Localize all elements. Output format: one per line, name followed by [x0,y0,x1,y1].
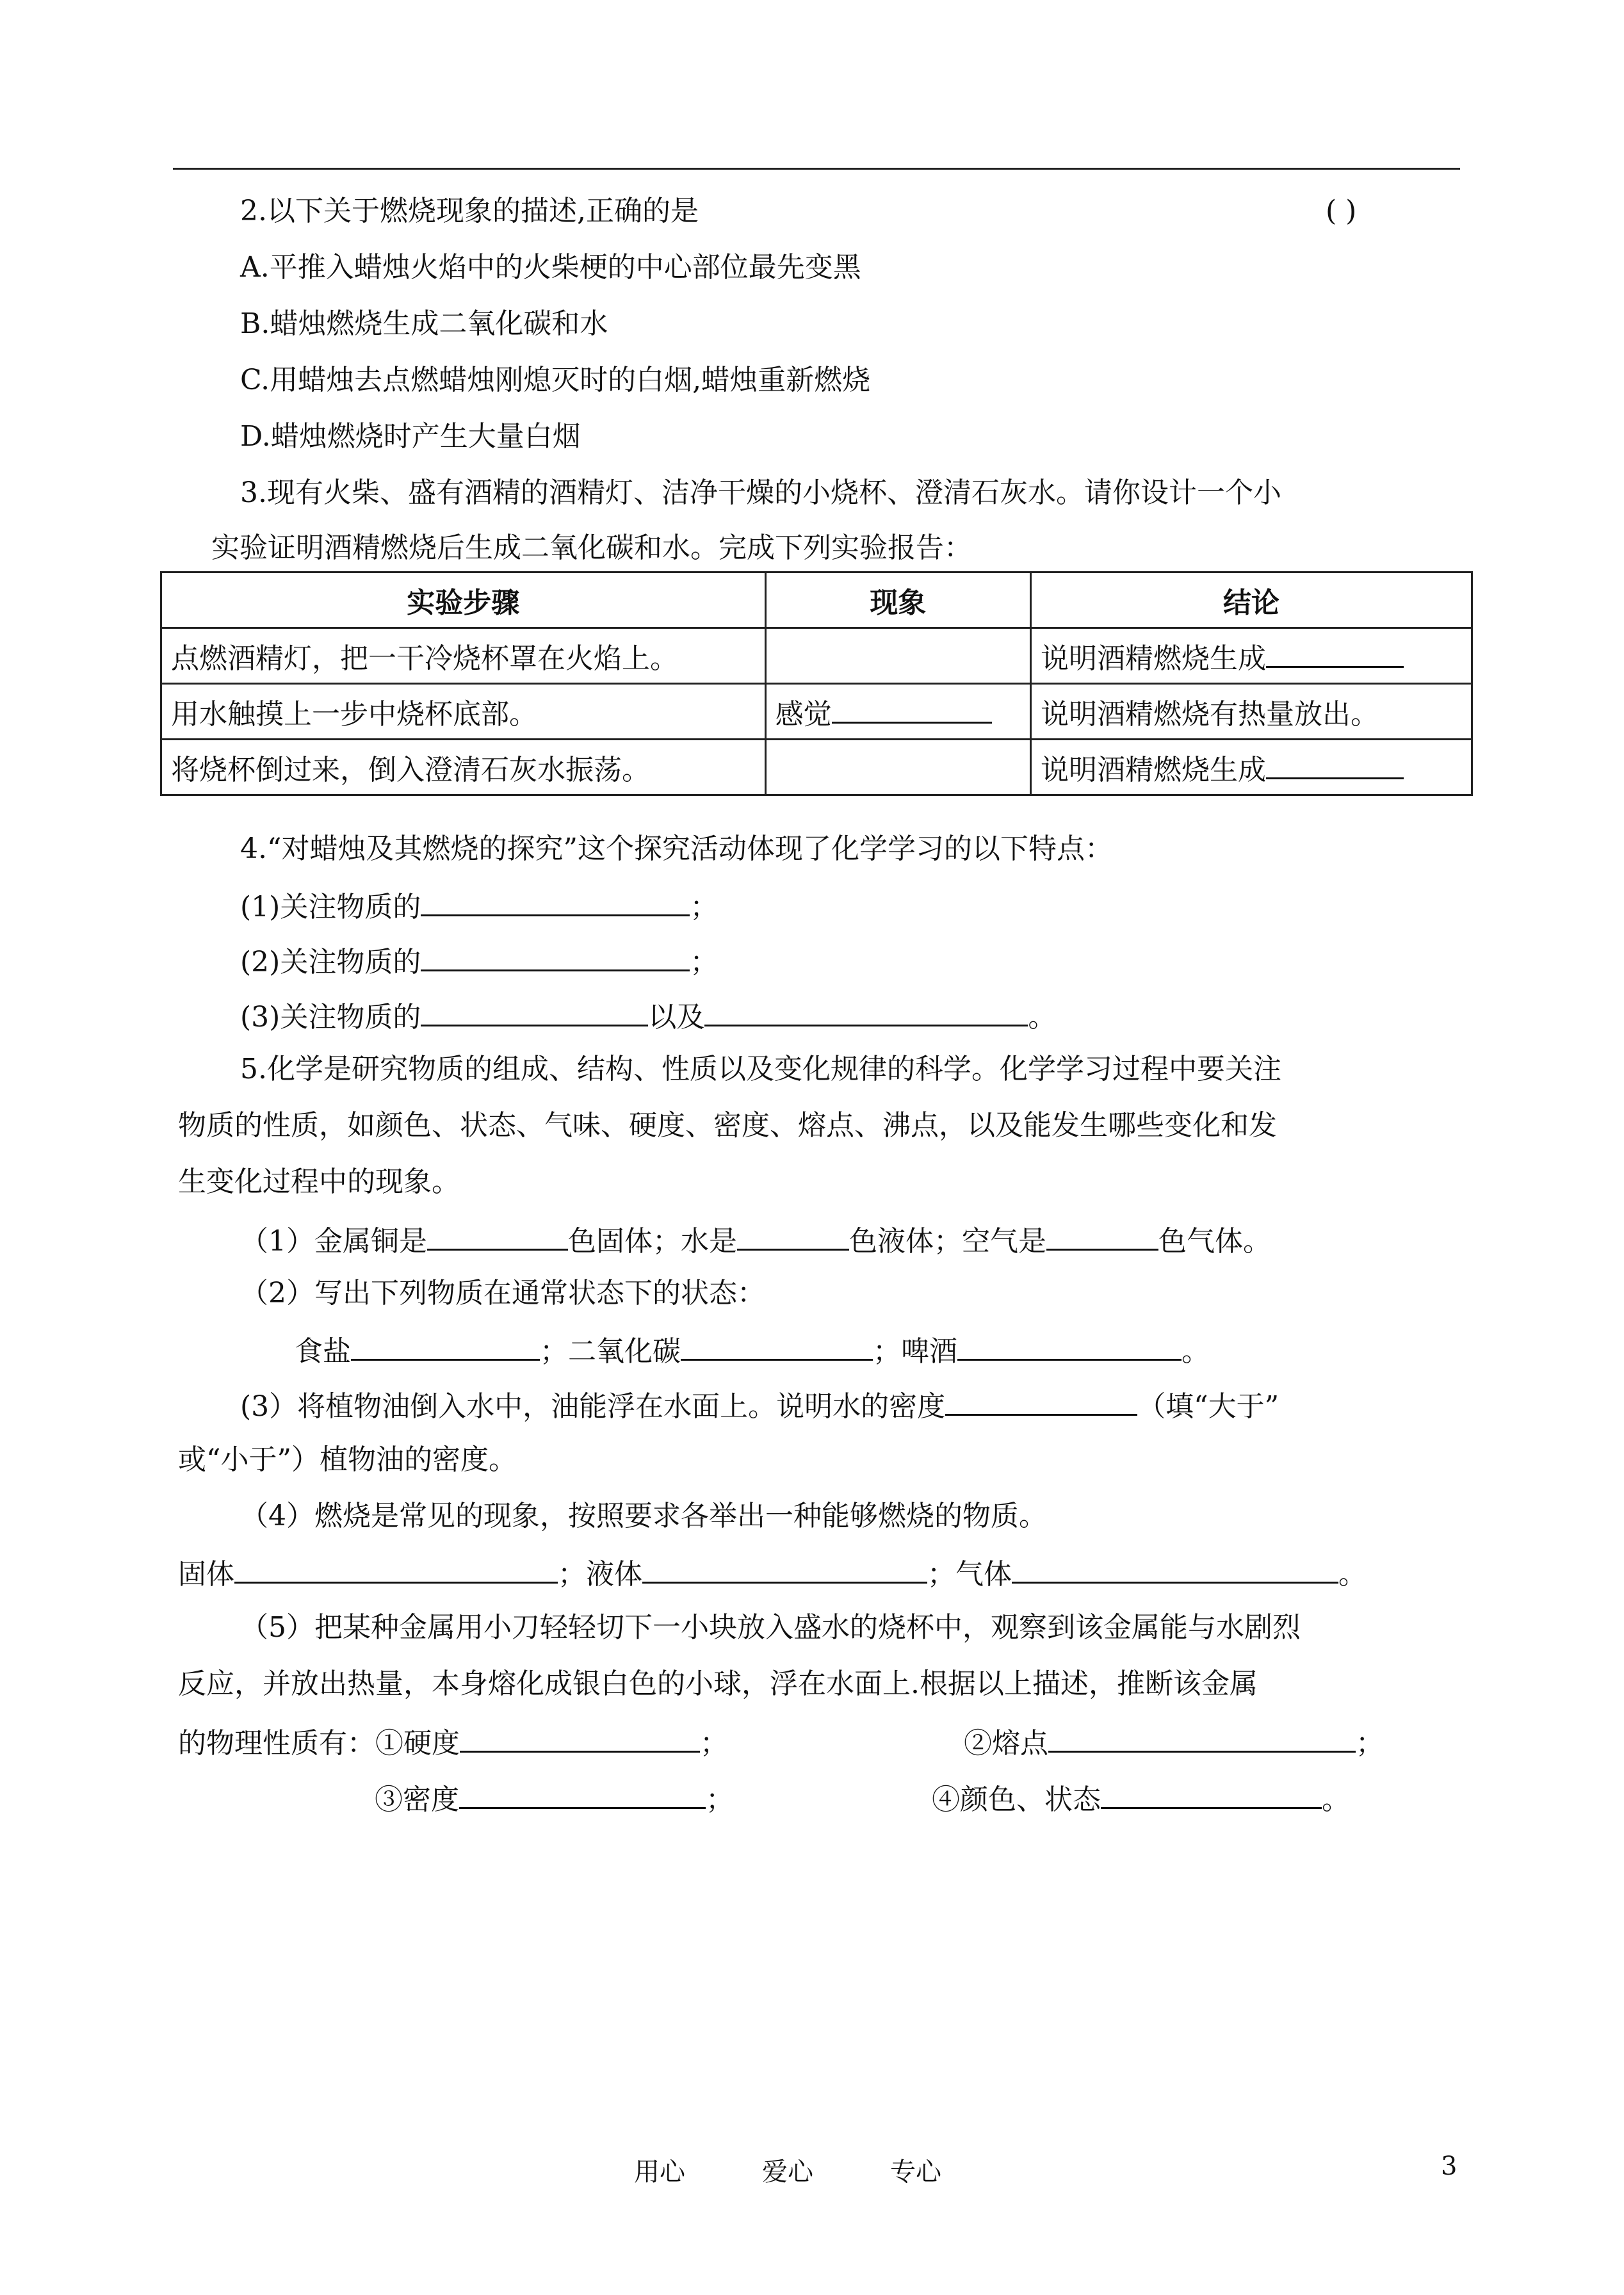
q4-item3-blank-b[interactable] [704,995,1028,1026]
q4-item1: (1)关注物质的 ； [240,885,718,927]
row2-conclusion: 说明酒精燃烧有热量放出。 [1031,684,1472,740]
q4-item2: (2)关注物质的 ； [240,940,718,982]
q5-para-line1: 5.化学是研究物质的组成、结构、性质以及变化规律的科学。化学学习过程中要关注 [240,1053,1281,1085]
water-color-blank[interactable] [737,1219,849,1251]
row2-phenomenon-blank[interactable] [832,692,992,724]
row3-conclusion-blank[interactable] [1266,748,1404,779]
q5-para-line2: 物质的性质，如颜色、状态、气味、硬度、密度、熔点、沸点，以及能发生哪些变化和发 [178,1109,1277,1142]
q5-sub5-melting: ②熔点 ； [964,1721,1384,1763]
q2-option-d: D.蜡烛燃烧时产生大量白烟 [240,420,581,453]
row3-step: 将烧杯倒过来，倒入澄清石灰水振荡。 [161,740,766,795]
q4-item2-blank[interactable] [421,940,690,971]
q2-option-b: B.蜡烛燃烧生成二氧化碳和水 [240,307,608,340]
q5-sub2: （2）写出下列物质在通常状态下的状态： [240,1277,765,1310]
footer-word-3: 专心 [890,2157,941,2187]
q4-item1-blank[interactable] [421,885,690,916]
row1-phenomenon[interactable] [765,628,1030,684]
q4-stem: 4.“对蜡烛及其燃烧的探究”这个探究活动体现了化学学习的以下特点： [240,832,1113,865]
q3-line1: 3.现有火柴、盛有酒精的酒精灯、洁净干燥的小烧杯、澄清石灰水。请你设计一个小 [240,476,1281,509]
header-step: 实验步骤 [161,572,766,628]
q3-line2: 实验证明酒精燃烧后生成二氧化碳和水。完成下列实验报告： [211,531,972,564]
q2-stem: 2.以下关于燃烧现象的描述,正确的是 [240,195,699,227]
table-row [161,628,1472,684]
q4-item3-blank-a[interactable] [421,995,648,1026]
q5-sub5-density: ③密度 ； [375,1778,734,1819]
density-compare-blank[interactable] [945,1384,1137,1416]
header-rule [173,168,1460,170]
melting-point-blank[interactable] [1048,1721,1356,1753]
q2-option-a: A.平推入蜡烛火焰中的火柴梗的中心部位最先变黑 [240,251,861,284]
q5-sub3-cont: 或“小于”）植物油的密度。 [178,1443,517,1476]
salt-state-blank[interactable] [351,1329,540,1361]
q5-sub2-answers: 食盐 ；二氧化碳 ；啤酒 。 [295,1329,1210,1371]
q5-sub5-color-state: ④颜色、状态 。 [932,1778,1350,1819]
q5-sub5-line2: 反应，并放出热量，本身熔化成银白色的小球，浮在水面上.根据以上描述，推断该金属 [178,1667,1258,1700]
color-state-blank[interactable] [1101,1778,1322,1809]
header-phenomenon: 现象 [765,572,1030,628]
experiment-report-table [160,571,1473,796]
liquid-fuel-blank[interactable] [642,1552,927,1584]
solid-fuel-blank[interactable] [234,1552,558,1584]
row2-phenomenon[interactable]: 感觉 [765,684,1030,740]
footer-word-2: 爱心 [762,2157,813,2187]
row2-step: 用水触摸上一步中烧杯底部。 [161,684,766,740]
header-conclusion: 结论 [1031,572,1472,628]
q5-para-line3: 生变化过程中的现象。 [178,1165,460,1198]
q5-sub3: (3）将植物油倒入水中，油能浮在水面上。说明水的密度 （填“大于” [240,1384,1279,1426]
q5-sub4-answers: 固体 ；液体 ；气体 。 [178,1552,1367,1594]
row1-conclusion[interactable]: 说明酒精燃烧生成 [1031,628,1472,684]
co2-state-blank[interactable] [681,1329,873,1361]
q2-option-c: C.用蜡烛去点燃蜡烛刚熄灭时的白烟,蜡烛重新燃烧 [240,364,871,396]
row1-step: 点燃酒精灯，把一干冷烧杯罩在火焰上。 [161,628,766,684]
beer-state-blank[interactable] [957,1329,1181,1361]
table-row [161,740,1472,795]
q5-sub5-line1: （5）把某种金属用小刀轻轻切下一小块放入盛水的烧杯中，观察到该金属能与水剧烈 [240,1611,1301,1644]
footer-word-1: 用心 [634,2157,685,2187]
q5-sub5-hardness: 的物理性质有：①硬度 ； [178,1721,728,1763]
copper-color-blank[interactable] [427,1219,568,1251]
hardness-blank[interactable] [460,1721,700,1753]
q5-sub1: （1）金属铜是 色固体；水是 色液体；空气是 色气体。 [240,1219,1271,1261]
page-number: 3 [1441,2152,1458,2181]
gas-fuel-blank[interactable] [1012,1552,1338,1584]
air-color-blank[interactable] [1046,1219,1158,1251]
q5-sub4: （4）燃烧是常见的现象，按照要求各举出一种能够燃烧的物质。 [240,1500,1047,1532]
density-blank[interactable] [459,1778,706,1809]
table-row [161,684,1472,740]
q4-item3: (3)关注物质的 以及 。 [240,995,1056,1037]
row3-phenomenon[interactable] [765,740,1030,795]
row1-conclusion-blank[interactable] [1266,637,1404,668]
row3-conclusion[interactable]: 说明酒精燃烧生成 [1031,740,1472,795]
table-header-row [161,572,1472,628]
q2-answer-paren: ( ) [1326,195,1357,227]
